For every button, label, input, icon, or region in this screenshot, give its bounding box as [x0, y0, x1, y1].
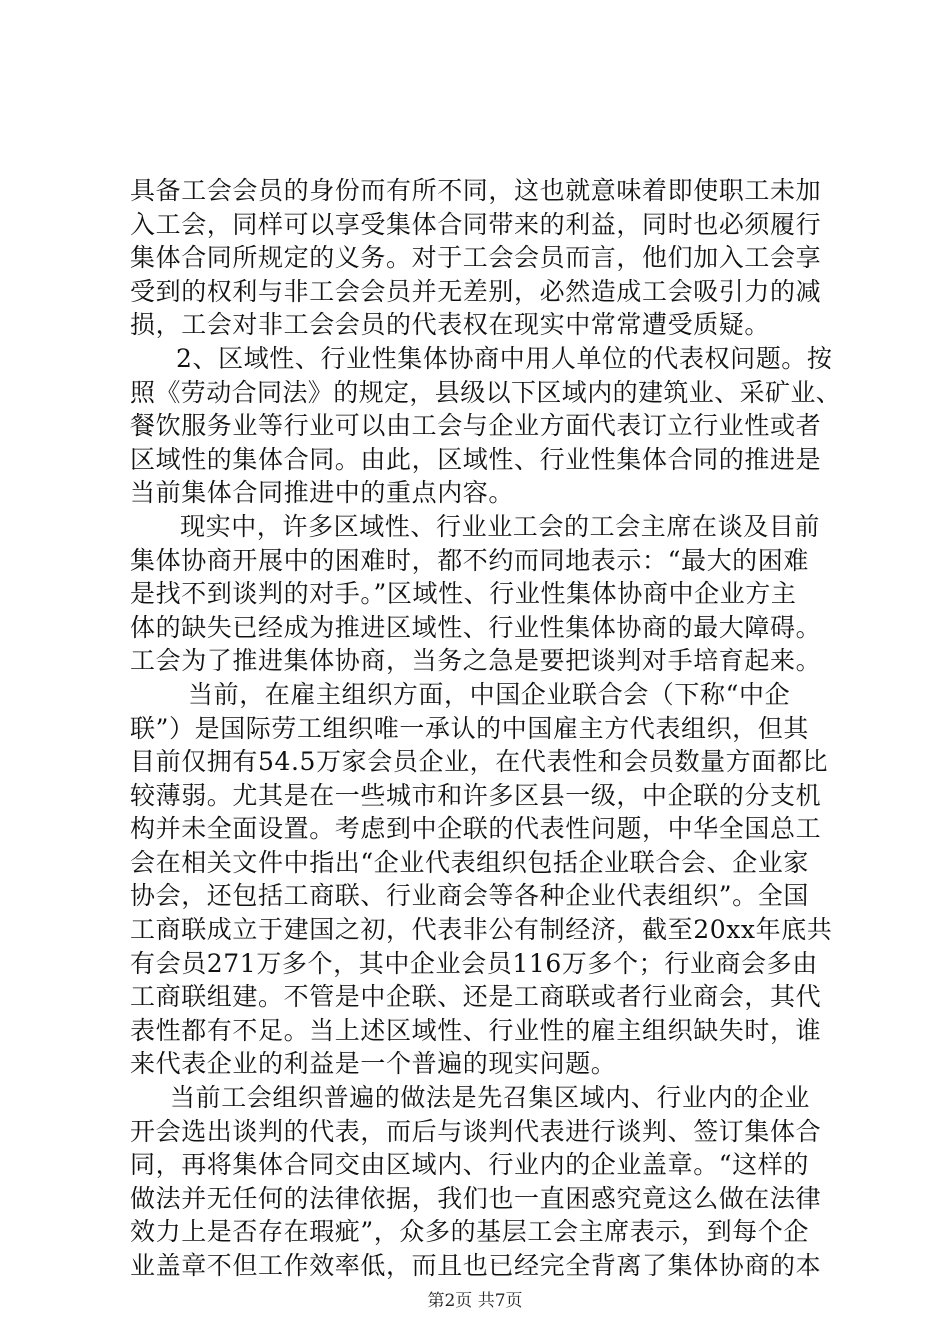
text-line: 做法并无任何的法律依据，我们也一直困惑究竟这么做在法律 — [130, 1183, 822, 1213]
text-line: 有会员271万多个，其中企业会员116万多个；行业商会多由 — [130, 948, 818, 978]
text-line: 联”）是国际劳工组织唯一承认的中国雇主方代表组织，但其 — [130, 713, 809, 743]
text-line: 工商联组建。不管是中企联、还是工商联或者行业商会，其代 — [130, 982, 822, 1012]
text-line: 体的缺失已经成为推进区域性、行业性集体协商的最大障碍。 — [130, 612, 822, 642]
text-line: 2、区域性、行业性集体协商中用人单位的代表权问题。按 — [176, 343, 833, 373]
text-line: 工商联成立于建国之初，代表非公有制经济，截至20xx年底共 — [130, 915, 833, 945]
text-line: 入工会，同样可以享受集体合同带来的利益，同时也必须履行 — [130, 209, 822, 239]
paragraph — [130, 678, 833, 1081]
document-body — [130, 174, 842, 1283]
text-line: 开会选出谈判的代表，而后与谈判代表进行谈判、签订集体合 — [130, 1116, 822, 1146]
text-line: 区域性的集体合同。由此，区域性、行业性集体合同的推进是 — [130, 444, 822, 474]
text-line: 当前工会组织普遍的做法是先召集区域内、行业内的企业 — [170, 1083, 811, 1113]
text-line: 照《劳动合同法》的规定，县级以下区域内的建筑业、采矿业、 — [130, 377, 842, 407]
paragraph — [130, 174, 830, 342]
text-line: 是找不到谈判的对手。”区域性、行业性集体协商中企业方主 — [130, 579, 797, 609]
text-line: 具备工会会员的身份而有所不同，这也就意味着即使职工未加 — [130, 176, 822, 205]
text-line: 当前，在雇主组织方面，中国企业联合会（下称“中企 — [188, 679, 791, 709]
paragraph — [130, 342, 842, 510]
text-line: 餐饮服务业等行业可以由工会与企业方面代表订立行业性或者 — [130, 411, 822, 441]
text-line: 集体协商开展中的困难时，都不约而同地表示：“最大的困难 — [130, 545, 809, 575]
text-line: 受到的权利与非工会会员并无差别，必然造成工会吸引力的减 — [130, 276, 822, 306]
paragraph — [130, 510, 830, 678]
text-line: 现实中，许多区域性、行业业工会的工会主席在谈及目前 — [180, 511, 821, 541]
text-line: 构并未全面设置。考虑到中企联的代表性问题，中华全国总工 — [130, 814, 822, 844]
text-line: 协会，还包括工商联、行业商会等各种企业代表组织”。全国 — [130, 881, 809, 911]
text-line: 表性都有不足。当上述区域性、行业性的雇主组织缺失时，谁 — [130, 1015, 822, 1045]
paragraph — [130, 1081, 830, 1283]
text-line: 来代表企业的利益是一个普遍的现实问题。 — [130, 1049, 617, 1079]
text-line: 业盖章不但工作效率低，而且也已经完全背离了集体协商的本 — [130, 1251, 822, 1280]
text-line: 会在相关文件中指出“企业代表组织包括企业联合会、企业家 — [130, 847, 809, 877]
text-line: 目前仅拥有54.5万家会员企业，在代表性和会员数量方面都比 — [130, 747, 829, 777]
text-line: 同，再将集体合同交由区域内、行业内的企业盖章。“这样的 — [130, 1150, 809, 1180]
page-footer: 第2页 共7页 — [427, 1291, 523, 1311]
text-line: 工会为了推进集体协商，当务之急是要把谈判对手培育起来。 — [130, 646, 822, 676]
text-line: 损，工会对非工会会员的代表权在现实中常常遭受质疑。 — [130, 310, 771, 340]
text-line: 当前集体合同推进中的重点内容。 — [130, 478, 515, 508]
text-line: 效力上是否存在瑕疵”，众多的基层工会主席表示，到每个企 — [130, 1217, 809, 1247]
text-line: 较薄弱。尤其是在一些城市和许多区县一级，中企联的分支机 — [130, 780, 822, 810]
text-line: 集体合同所规定的义务。对于工会会员而言，他们加入工会享 — [130, 243, 822, 273]
